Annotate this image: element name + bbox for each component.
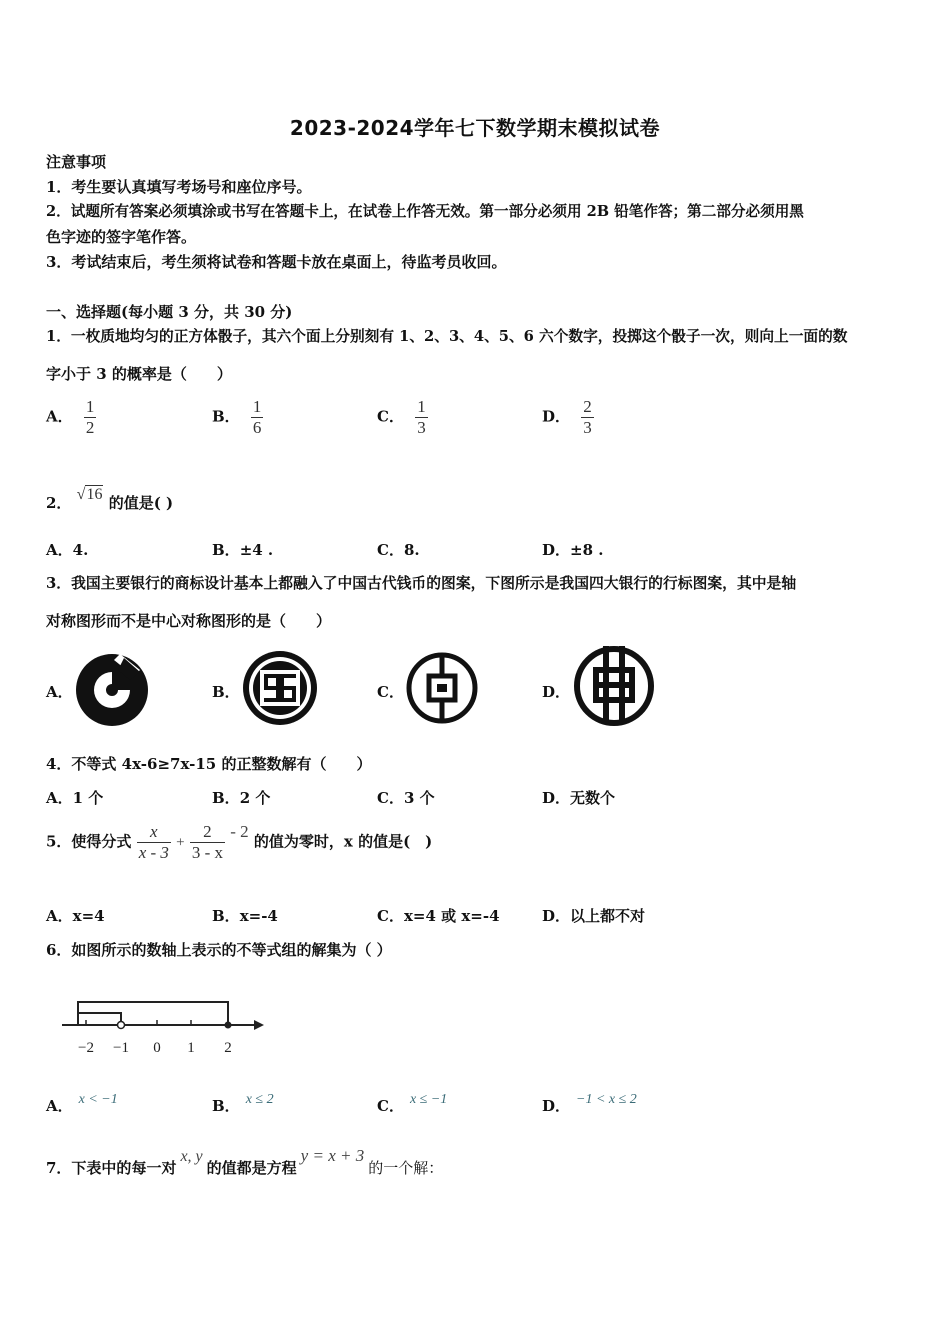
fraction-denominator: 3 - x — [191, 843, 224, 862]
question-6-option-a[interactable] — [46, 1092, 118, 1118]
axis-label: 0 — [153, 1040, 161, 1056]
bank-logo-d-icon — [572, 644, 658, 728]
question-5-option-a[interactable] — [46, 906, 105, 926]
fraction — [190, 822, 225, 863]
closed-dot — [225, 1022, 232, 1029]
number-line-figure — [58, 992, 274, 1062]
option-label: D． — [542, 907, 571, 925]
question-2-option-b[interactable] — [212, 540, 273, 560]
fraction-denominator: 3 — [583, 418, 592, 437]
question-5-option-b[interactable] — [212, 906, 278, 926]
option-label: D． — [542, 789, 571, 807]
question-5-suffix: 的值为零时，x 的值是( ) — [253, 832, 433, 851]
fraction — [581, 397, 594, 438]
option-inequality: x ≤ 2 — [245, 1092, 274, 1107]
fraction — [251, 397, 264, 438]
option-label: A． — [46, 789, 73, 807]
option-label: A． — [46, 907, 73, 925]
question-4-option-b[interactable] — [212, 788, 270, 808]
option-label: C． — [377, 907, 404, 925]
question-2-option-a[interactable] — [46, 540, 88, 560]
question-2 — [46, 484, 174, 512]
fraction-denominator: 2 — [85, 418, 95, 437]
page-title: 2023-2024学年七下数学期末模拟试卷 — [289, 116, 661, 140]
fraction-numerator: 1 — [417, 397, 426, 416]
option-label: D． — [542, 1097, 571, 1115]
option-label: B． — [212, 1097, 240, 1115]
section-heading: 一、选择题(每小题 3 分，共 30 分) — [46, 303, 293, 321]
question-5-prefix: 5．使得分式 — [46, 832, 132, 851]
option-text: x=-4 — [239, 907, 278, 925]
question-1-option-b[interactable] — [212, 397, 263, 438]
fraction-numerator: 2 — [203, 822, 212, 841]
option-label: D． — [542, 407, 571, 426]
fraction — [415, 397, 428, 438]
question-4: 4．不等式 4x-6≥7x-15 的正整数解有（ ） — [46, 755, 372, 773]
axis-label: 2 — [224, 1040, 232, 1056]
question-7-mid: 的值都是方程 — [206, 1159, 297, 1177]
question-3-option-b-label[interactable]: B． — [212, 683, 240, 701]
open-dot — [118, 1022, 125, 1029]
axis-label: 1 — [187, 1040, 195, 1056]
question-2-option-d[interactable] — [542, 540, 603, 560]
variable-pair: x, y — [180, 1148, 203, 1165]
notice-item-3: 3．考试结束后，考生须将试卷和答题卡放在桌面上，待监考员收回。 — [46, 253, 507, 271]
option-label: C． — [377, 1097, 404, 1115]
question-1-line-1: 1．一枚质地均匀的正方体骰子，其六个面上分别刻有 1、2、3、4、5、6 六个数字，投掷这个骰子一次，则向上一面的数 — [46, 328, 848, 345]
notice-item-1: 1．考生要认真填写考场号和座位序号。 — [46, 178, 312, 196]
option-text: 无数个 — [570, 789, 616, 807]
option-label: C． — [377, 541, 404, 559]
question-2-option-c[interactable] — [377, 540, 420, 560]
question-1-option-a[interactable] — [46, 397, 96, 438]
notice-item-2-line-1: 2．试题所有答案必须填涂或书写在答题卡上，在试卷上作答无效。第一部分必须用 2B 铅笔作答；第二部分必须用黑 — [46, 203, 804, 220]
question-7-suffix: 的一个解： — [368, 1159, 444, 1177]
equation: y = x + 3 — [300, 1146, 365, 1165]
question-4-option-c[interactable] — [377, 788, 435, 808]
option-text: 4. — [72, 541, 89, 559]
minus-two: - 2 — [230, 821, 249, 841]
option-label: C． — [377, 789, 404, 807]
option-label: B． — [212, 789, 240, 807]
question-1-line-2: 字小于 3 的概率是（ ） — [46, 365, 232, 383]
notice-item-2-line-2: 色字迹的签字笔作答。 — [46, 228, 197, 246]
question-6-option-c[interactable] — [377, 1092, 448, 1118]
bank-logo-b-icon — [240, 648, 320, 728]
option-label: B． — [212, 907, 240, 925]
option-text: x=4 — [72, 907, 105, 925]
fraction — [84, 397, 97, 438]
option-text: 以上都不对 — [570, 907, 646, 925]
fraction-numerator: 2 — [583, 397, 592, 416]
question-6: 6．如图所示的数轴上表示的不等式组的解集为（ ） — [46, 941, 392, 959]
option-text: 3 个 — [403, 789, 435, 807]
bank-logo-c-icon — [404, 648, 484, 728]
option-text: ±4 . — [239, 541, 274, 559]
range-bracket-lower — [78, 1013, 121, 1025]
question-6-option-b[interactable] — [212, 1092, 274, 1118]
option-label: B． — [212, 541, 240, 559]
option-label: C． — [377, 407, 404, 426]
question-7-prefix: 7．下表中的每一对 — [46, 1159, 177, 1177]
fraction-numerator: 1 — [252, 397, 262, 416]
fraction — [137, 822, 171, 863]
question-4-option-d[interactable] — [542, 788, 615, 808]
question-5-option-d[interactable] — [542, 906, 645, 926]
option-inequality: x ≤ −1 — [409, 1092, 448, 1107]
question-7 — [46, 1146, 444, 1179]
fraction-denominator: 6 — [252, 418, 262, 437]
question-5 — [46, 822, 432, 863]
option-text: ±8 . — [570, 541, 604, 559]
question-3-option-a-label[interactable]: A． — [46, 683, 73, 701]
sqrt-expression — [77, 485, 104, 505]
question-2-prefix: 2． — [46, 494, 72, 512]
question-3-option-c-label[interactable]: C． — [377, 683, 404, 701]
option-label: A． — [46, 1097, 73, 1115]
option-inequality: x < −1 — [78, 1092, 118, 1107]
plus-sign: + — [176, 834, 185, 851]
question-4-option-a[interactable] — [46, 788, 103, 808]
option-inequality: −1 < x ≤ 2 — [576, 1092, 637, 1107]
arrow-icon — [254, 1020, 264, 1030]
option-text: 8. — [403, 541, 420, 559]
fraction-denominator: 3 — [417, 418, 426, 437]
question-1-option-d[interactable] — [542, 397, 594, 438]
question-6-option-d[interactable] — [542, 1092, 637, 1118]
option-label: B． — [212, 407, 240, 426]
bank-logo-a-icon — [74, 650, 154, 730]
axis-label: −1 — [113, 1040, 129, 1056]
fraction-denominator: x - 3 — [138, 843, 169, 862]
notice-heading: 注意事项 — [46, 153, 107, 171]
question-1-option-c[interactable] — [377, 397, 428, 438]
option-text: 2 个 — [239, 789, 271, 807]
option-label: A． — [46, 407, 73, 426]
option-label: A． — [46, 541, 73, 559]
sqrt-radicand: 16 — [86, 486, 103, 503]
fraction-numerator: x — [150, 822, 158, 841]
question-2-suffix: 的值是( ) — [108, 494, 174, 512]
question-3-line-1: 3．我国主要银行的商标设计基本上都融入了中国古代钱币的图案，下图所示是我国四大银行的行标图案，其中是轴 — [46, 575, 797, 592]
question-5-option-c[interactable] — [377, 906, 500, 926]
option-text: 1 个 — [72, 789, 104, 807]
sqrt-icon: √ — [76, 486, 86, 503]
question-3-line-2: 对称图形而不是中心对称图形的是（ ） — [46, 612, 332, 630]
option-label: D． — [542, 541, 571, 559]
question-3-option-d-label[interactable]: D． — [542, 683, 571, 701]
axis-label: −2 — [78, 1040, 94, 1056]
fraction-numerator: 1 — [85, 397, 95, 416]
option-text: x=4 或 x=-4 — [403, 907, 500, 925]
